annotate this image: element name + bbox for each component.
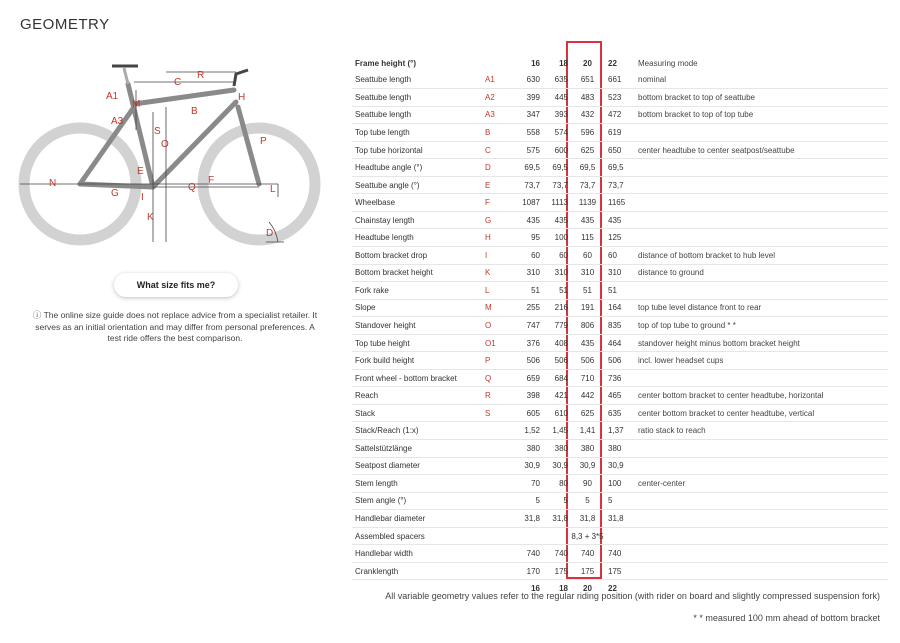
- label-F: F: [208, 175, 215, 186]
- row-measuring-mode: center bottom bracket to center headtube, vertical: [634, 404, 888, 422]
- value-20: 596: [571, 124, 604, 142]
- row-measuring-mode: standover height minus bottom bracket height: [634, 334, 888, 352]
- value-18: [543, 527, 571, 545]
- label-P: P: [260, 136, 267, 147]
- row-code: K: [485, 264, 515, 282]
- table-row: [352, 404, 888, 422]
- label-C: C: [174, 77, 182, 88]
- label-G: G: [111, 188, 119, 199]
- row-code: G: [485, 211, 515, 229]
- table-row: [352, 387, 888, 405]
- row-measuring-mode: distance of bottom bracket to hub level: [634, 247, 888, 265]
- row-label: Handlebar diameter: [352, 510, 485, 528]
- row-label: Assembled spacers: [352, 527, 485, 545]
- row-measuring-mode: bottom bracket to top of seattube: [634, 89, 888, 107]
- row-label: Seatpost diameter: [352, 457, 485, 475]
- value-22: 1,37: [604, 422, 634, 440]
- value-20: 115: [571, 229, 604, 247]
- table-row: [352, 562, 888, 580]
- value-18: 740: [543, 545, 571, 563]
- table-row: [352, 475, 888, 493]
- value-22: 30,9: [604, 457, 634, 475]
- value-16: 51: [515, 282, 543, 300]
- label-M: M: [132, 99, 141, 110]
- value-18: 100: [543, 229, 571, 247]
- table-row: [352, 527, 888, 545]
- table-row: [352, 72, 888, 89]
- row-label: Handlebar width: [352, 545, 485, 563]
- row-code: S: [485, 404, 515, 422]
- value-22: 69,5: [604, 159, 634, 177]
- value-18: 310: [543, 264, 571, 282]
- value-18: 600: [543, 141, 571, 159]
- value-16: 1087: [515, 194, 543, 212]
- value-18: 506: [543, 352, 571, 370]
- row-label: Slope: [352, 299, 485, 317]
- row-code: [485, 527, 515, 545]
- value-20: 380: [571, 440, 604, 458]
- top-tube: [134, 90, 234, 104]
- row-label: Stack/Reach (1:x): [352, 422, 485, 440]
- value-22: 619: [604, 124, 634, 142]
- value-18: 393: [543, 106, 571, 124]
- table-row: [352, 124, 888, 142]
- value-16: 435: [515, 211, 543, 229]
- table-row: [352, 352, 888, 370]
- row-measuring-mode: center-center: [634, 475, 888, 493]
- size-guide-button[interactable]: What size fits me?: [114, 273, 238, 297]
- handlebar: [234, 70, 248, 86]
- value-16: 605: [515, 404, 543, 422]
- value-18: 1,45: [543, 422, 571, 440]
- row-code: C: [485, 141, 515, 159]
- value-22: 835: [604, 317, 634, 335]
- row-label: Fork build height: [352, 352, 485, 370]
- footer-size-18: 18: [559, 584, 568, 594]
- row-measuring-mode: [634, 194, 888, 212]
- value-18: 80: [543, 475, 571, 493]
- row-label: Wheelbase: [352, 194, 485, 212]
- value-22: [604, 527, 634, 545]
- value-18: 574: [543, 124, 571, 142]
- row-label: Standover height: [352, 317, 485, 335]
- label-K: K: [147, 212, 154, 223]
- label-I: I: [141, 192, 144, 203]
- table-row: [352, 422, 888, 440]
- row-label: Chainstay length: [352, 211, 485, 229]
- row-measuring-mode: [634, 440, 888, 458]
- row-measuring-mode: [634, 527, 888, 545]
- table-row: [352, 211, 888, 229]
- header-size-22: 22: [608, 58, 617, 68]
- row-code: A3: [485, 106, 515, 124]
- label-R: R: [197, 70, 205, 81]
- value-16: [515, 527, 543, 545]
- row-measuring-mode: center bottom bracket to center headtube, horizontal: [634, 387, 888, 405]
- row-code: [485, 457, 515, 475]
- value-20: 60: [571, 247, 604, 265]
- value-16: 630: [515, 72, 543, 89]
- value-18: 69,5: [543, 159, 571, 177]
- value-18: 445: [543, 89, 571, 107]
- page-title: GEOMETRY: [20, 16, 110, 33]
- row-measuring-mode: [634, 282, 888, 300]
- value-22: 175: [604, 562, 634, 580]
- row-measuring-mode: nominal: [634, 72, 888, 89]
- row-label: Top tube height: [352, 334, 485, 352]
- table-row: [352, 299, 888, 317]
- label-B: B: [191, 106, 198, 117]
- value-16: 398: [515, 387, 543, 405]
- table-row: [352, 317, 888, 335]
- header-size-20: 20: [583, 58, 592, 68]
- value-16: 310: [515, 264, 543, 282]
- label-E: E: [137, 166, 144, 177]
- value-16: 30,9: [515, 457, 543, 475]
- value-22: 31,8: [604, 510, 634, 528]
- row-measuring-mode: [634, 211, 888, 229]
- value-20: 30,9: [571, 457, 604, 475]
- value-16: 170: [515, 562, 543, 580]
- header-measuring-mode: Measuring mode: [638, 58, 698, 68]
- table-header-row: [352, 55, 888, 72]
- value-16: 255: [515, 299, 543, 317]
- row-label: Top tube length: [352, 124, 485, 142]
- value-18: 635: [543, 72, 571, 89]
- label-H: H: [238, 92, 246, 103]
- value-18: 175: [543, 562, 571, 580]
- row-code: P: [485, 352, 515, 370]
- value-16: 399: [515, 89, 543, 107]
- value-16: 347: [515, 106, 543, 124]
- value-20: 625: [571, 404, 604, 422]
- row-measuring-mode: [634, 229, 888, 247]
- label-Q: Q: [188, 182, 196, 193]
- fork: [238, 107, 259, 184]
- table-row: [352, 194, 888, 212]
- value-20: 5: [571, 492, 604, 510]
- value-18: 408: [543, 334, 571, 352]
- row-measuring-mode: [634, 457, 888, 475]
- table-row: [352, 89, 888, 107]
- row-code: O: [485, 317, 515, 335]
- value-22: 51: [604, 282, 634, 300]
- table-row: [352, 440, 888, 458]
- value-16: 69,5: [515, 159, 543, 177]
- row-label: Stem length: [352, 475, 485, 493]
- row-measuring-mode: top of top tube to ground * *: [634, 317, 888, 335]
- value-22: 472: [604, 106, 634, 124]
- value-20: 432: [571, 106, 604, 124]
- row-code: F: [485, 194, 515, 212]
- row-code: A2: [485, 89, 515, 107]
- row-measuring-mode: incl. lower headset cups: [634, 352, 888, 370]
- row-measuring-mode: top tube level distance front to rear: [634, 299, 888, 317]
- table-row: [352, 457, 888, 475]
- row-code: A1: [485, 72, 515, 89]
- row-code: [485, 440, 515, 458]
- label-S: S: [154, 126, 161, 137]
- value-20: 90: [571, 475, 604, 493]
- seatpost: [124, 68, 128, 84]
- value-22: 506: [604, 352, 634, 370]
- value-18: 380: [543, 440, 571, 458]
- row-measuring-mode: [634, 159, 888, 177]
- row-code: H: [485, 229, 515, 247]
- label-N: N: [49, 178, 57, 189]
- value-20: 442: [571, 387, 604, 405]
- value-22: 73,7: [604, 176, 634, 194]
- value-18: 610: [543, 404, 571, 422]
- value-18: 5: [543, 492, 571, 510]
- footnote-riding-position: All variable geometry values refer to the regular riding position (with rider on board and slightly compressed suspension fork): [385, 591, 880, 601]
- row-code: [485, 545, 515, 563]
- value-18: 60: [543, 247, 571, 265]
- row-code: E: [485, 176, 515, 194]
- value-18: 435: [543, 211, 571, 229]
- value-16: 5: [515, 492, 543, 510]
- bike-geometry-diagram: [16, 52, 346, 252]
- row-code: [485, 475, 515, 493]
- row-code: I: [485, 247, 515, 265]
- label-D: D: [266, 228, 274, 239]
- table-row: [352, 141, 888, 159]
- value-16: 740: [515, 545, 543, 563]
- row-measuring-mode: [634, 492, 888, 510]
- value-22: 740: [604, 545, 634, 563]
- geometry-table: [352, 55, 888, 597]
- value-18: 31,8: [543, 510, 571, 528]
- header-size-16: 16: [531, 58, 540, 68]
- size-guide-note: ⓘ The online size guide does not replace advice from a specialist retailer. It serves as an initial orientation and may differ from personal preferences. A test ride offers the best comparison.: [32, 310, 318, 343]
- row-label: Reach: [352, 387, 485, 405]
- chainstay: [80, 184, 153, 187]
- value-22: 464: [604, 334, 634, 352]
- value-20: 175: [571, 562, 604, 580]
- value-22: 1165: [604, 194, 634, 212]
- value-20: 73,7: [571, 176, 604, 194]
- table-row: [352, 545, 888, 563]
- row-label: Seattube length: [352, 89, 485, 107]
- row-label: Headtube length: [352, 229, 485, 247]
- row-label: Seattube length: [352, 72, 485, 89]
- row-measuring-mode: [634, 562, 888, 580]
- value-20: 435: [571, 334, 604, 352]
- row-code: L: [485, 282, 515, 300]
- row-label: Stack: [352, 404, 485, 422]
- row-code: R: [485, 387, 515, 405]
- value-16: 558: [515, 124, 543, 142]
- value-16: 506: [515, 352, 543, 370]
- header-frame-height: Frame height (°): [355, 58, 416, 68]
- row-label: Cranklength: [352, 562, 485, 580]
- row-code: [485, 492, 515, 510]
- table-row: [352, 159, 888, 177]
- row-label: Bottom bracket drop: [352, 247, 485, 265]
- value-20: 435: [571, 211, 604, 229]
- value-18: 684: [543, 369, 571, 387]
- value-16: 747: [515, 317, 543, 335]
- row-label: Sattelstützlänge: [352, 440, 485, 458]
- table-row: [352, 229, 888, 247]
- row-label: Stem angle (°): [352, 492, 485, 510]
- row-label: Seattube length: [352, 106, 485, 124]
- row-code: M: [485, 299, 515, 317]
- footer-size-20: 20: [583, 584, 592, 594]
- value-22: 100: [604, 475, 634, 493]
- row-measuring-mode: bottom bracket to top of top tube: [634, 106, 888, 124]
- row-code: O1: [485, 334, 515, 352]
- row-measuring-mode: ratio stack to reach: [634, 422, 888, 440]
- value-22: 523: [604, 89, 634, 107]
- table-row: [352, 492, 888, 510]
- value-22: 125: [604, 229, 634, 247]
- value-20: 651: [571, 72, 604, 89]
- value-16: 380: [515, 440, 543, 458]
- value-16: 60: [515, 247, 543, 265]
- value-16: 1,52: [515, 422, 543, 440]
- row-code: [485, 422, 515, 440]
- value-20: 806: [571, 317, 604, 335]
- value-22: 465: [604, 387, 634, 405]
- value-20: 51: [571, 282, 604, 300]
- row-label: Headtube angle (°): [352, 159, 485, 177]
- table-row: [352, 369, 888, 387]
- row-measuring-mode: [634, 545, 888, 563]
- value-20: 191: [571, 299, 604, 317]
- row-code: Q: [485, 369, 515, 387]
- row-label: Bottom bracket height: [352, 264, 485, 282]
- row-measuring-mode: distance to ground: [634, 264, 888, 282]
- value-16: 73,7: [515, 176, 543, 194]
- row-code: [485, 510, 515, 528]
- label-O: O: [161, 139, 169, 150]
- value-18: 779: [543, 317, 571, 335]
- header-size-18: 18: [559, 58, 568, 68]
- label-A3: A3: [111, 116, 124, 127]
- table-row: [352, 282, 888, 300]
- value-16: 575: [515, 141, 543, 159]
- value-20: 483: [571, 89, 604, 107]
- footnote-standover: * * measured 100 mm ahead of bottom bracket: [693, 613, 880, 623]
- row-measuring-mode: [634, 124, 888, 142]
- row-measuring-mode: [634, 510, 888, 528]
- table-row: [352, 247, 888, 265]
- value-22: 736: [604, 369, 634, 387]
- table-row: [352, 334, 888, 352]
- value-18: 30,9: [543, 457, 571, 475]
- table-row: [352, 510, 888, 528]
- footer-size-16: 16: [531, 584, 540, 594]
- value-20: 625: [571, 141, 604, 159]
- row-code: [485, 562, 515, 580]
- value-22: 164: [604, 299, 634, 317]
- value-18: 51: [543, 282, 571, 300]
- row-label: Front wheel - bottom bracket: [352, 369, 485, 387]
- value-18: 73,7: [543, 176, 571, 194]
- row-label: Seattube angle (°): [352, 176, 485, 194]
- value-18: 1113: [543, 194, 571, 212]
- row-measuring-mode: [634, 369, 888, 387]
- value-16: 70: [515, 475, 543, 493]
- value-22: 310: [604, 264, 634, 282]
- value-20: 740: [571, 545, 604, 563]
- value-18: 421: [543, 387, 571, 405]
- table-row: [352, 264, 888, 282]
- value-20: 310: [571, 264, 604, 282]
- value-22: 635: [604, 404, 634, 422]
- value-20: 31,8: [571, 510, 604, 528]
- value-22: 650: [604, 141, 634, 159]
- row-measuring-mode: [634, 176, 888, 194]
- row-label: Fork rake: [352, 282, 485, 300]
- value-16: 95: [515, 229, 543, 247]
- footer-size-22: 22: [608, 584, 617, 594]
- label-L: L: [270, 184, 276, 195]
- table-row: [352, 176, 888, 194]
- value-16: 376: [515, 334, 543, 352]
- value-22: 380: [604, 440, 634, 458]
- value-20: 1139: [571, 194, 604, 212]
- value-20: 506: [571, 352, 604, 370]
- row-code: D: [485, 159, 515, 177]
- value-18: 216: [543, 299, 571, 317]
- value-20: 1,41: [571, 422, 604, 440]
- value-16: 31,8: [515, 510, 543, 528]
- table-row: [352, 106, 888, 124]
- value-22: 60: [604, 247, 634, 265]
- row-measuring-mode: center headtube to center seatpost/seattube: [634, 141, 888, 159]
- header-code: [485, 55, 515, 72]
- label-A1: A1: [106, 91, 119, 102]
- value-20: 710: [571, 369, 604, 387]
- value-22: 661: [604, 72, 634, 89]
- value-22: 5: [604, 492, 634, 510]
- value-20: 8,3 + 3*5: [571, 527, 604, 545]
- row-label: Top tube horizontal: [352, 141, 485, 159]
- row-code: B: [485, 124, 515, 142]
- value-20: 69,5: [571, 159, 604, 177]
- value-16: 659: [515, 369, 543, 387]
- value-22: 435: [604, 211, 634, 229]
